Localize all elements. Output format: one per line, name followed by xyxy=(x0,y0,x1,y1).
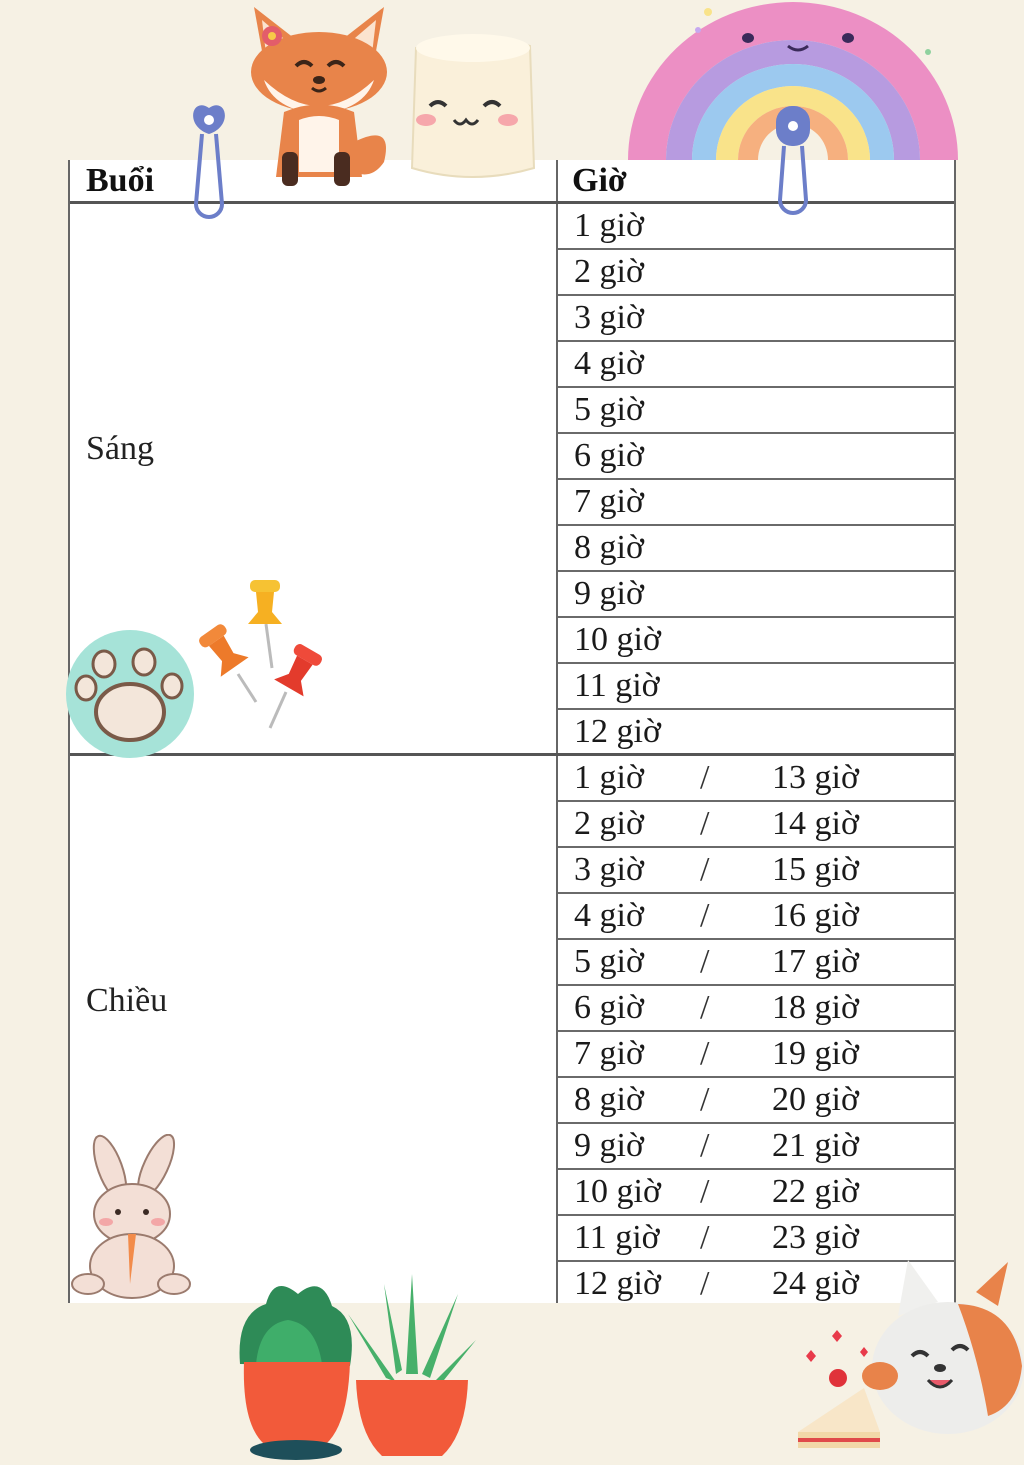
paw-sticker xyxy=(64,628,198,760)
table-row xyxy=(558,342,956,388)
hour-cell: 11 giờ xyxy=(574,667,660,704)
table-row xyxy=(558,250,956,296)
hour-12h-cell: 10 giờ xyxy=(574,1173,661,1210)
table-row xyxy=(558,434,956,480)
table-row xyxy=(558,940,956,986)
push-pin-icon xyxy=(194,580,330,730)
table-row xyxy=(558,296,956,342)
hour-24h-cell: 18 giờ xyxy=(772,989,859,1026)
hour-24h-cell: 17 giờ xyxy=(772,943,859,980)
table-row xyxy=(558,664,956,710)
cat-sticker xyxy=(788,1256,1024,1462)
hour-24h-cell: 19 giờ xyxy=(772,1035,859,1072)
table-row xyxy=(558,756,956,802)
hour-24h-cell: 15 giờ xyxy=(772,851,859,888)
hour-separator: / xyxy=(700,943,710,980)
hour-cell: 1 giờ xyxy=(574,207,644,244)
hour-separator: / xyxy=(700,1265,710,1302)
hour-separator: / xyxy=(700,851,710,888)
hours-table xyxy=(68,160,956,1303)
safety-pin-icon xyxy=(184,100,234,224)
hour-24h-cell: 21 giờ xyxy=(772,1127,859,1164)
hour-separator: / xyxy=(700,805,710,842)
hour-24h-cell: 24 giờ xyxy=(772,1265,859,1302)
hour-12h-cell: 8 giờ xyxy=(574,1081,644,1118)
table-row xyxy=(558,204,956,250)
hour-12h-cell: 9 giờ xyxy=(574,1127,644,1164)
hour-separator: / xyxy=(700,1127,710,1164)
table-row xyxy=(558,618,956,664)
table-row xyxy=(558,710,956,756)
hour-cell: 9 giờ xyxy=(574,575,644,612)
hour-cell: 6 giờ xyxy=(574,437,644,474)
hour-separator: / xyxy=(700,1081,710,1118)
table-row xyxy=(558,1170,956,1216)
table-row xyxy=(558,894,956,940)
hour-separator: / xyxy=(700,989,710,1026)
morning-label: Sáng xyxy=(86,430,154,467)
table-row xyxy=(558,986,956,1032)
hour-12h-cell: 11 giờ xyxy=(574,1219,660,1256)
hour-12h-cell: 4 giờ xyxy=(574,897,644,934)
table-row xyxy=(558,480,956,526)
hour-separator: / xyxy=(700,1173,710,1210)
hour-24h-cell: 16 giờ xyxy=(772,897,859,934)
afternoon-section xyxy=(70,756,954,1303)
hour-12h-cell: 1 giờ xyxy=(574,759,644,796)
hour-12h-cell: 12 giờ xyxy=(574,1265,661,1302)
hour-separator: / xyxy=(700,759,710,796)
hour-cell: 3 giờ xyxy=(574,299,644,336)
hour-24h-cell: 22 giờ xyxy=(772,1173,859,1210)
table-row xyxy=(558,802,956,848)
table-row xyxy=(558,526,956,572)
morning-hour-list xyxy=(558,204,956,756)
hour-cell: 8 giờ xyxy=(574,529,644,566)
table-row xyxy=(558,1124,956,1170)
bunny-sticker xyxy=(70,1134,192,1302)
safety-pin-icon xyxy=(770,104,816,220)
hour-separator: / xyxy=(700,1035,710,1072)
fox-sticker xyxy=(244,2,394,190)
hour-cell: 7 giờ xyxy=(574,483,644,520)
hour-12h-cell: 3 giờ xyxy=(574,851,644,888)
afternoon-hour-list xyxy=(558,756,956,1308)
potted-plant-sticker xyxy=(226,1274,478,1462)
table-row xyxy=(558,1032,956,1078)
hour-cell: 5 giờ xyxy=(574,391,644,428)
afternoon-label: Chiều xyxy=(86,982,168,1019)
table-row xyxy=(558,848,956,894)
hour-24h-cell: 23 giờ xyxy=(772,1219,859,1256)
table-row xyxy=(558,572,956,618)
hour-separator: / xyxy=(700,1219,710,1256)
hour-cell: 12 giờ xyxy=(574,713,661,750)
hour-cell: 4 giờ xyxy=(574,345,644,382)
hour-separator: / xyxy=(700,897,710,934)
hour-cell: 2 giờ xyxy=(574,253,644,290)
hour-12h-cell: 7 giờ xyxy=(574,1035,644,1072)
header-hour: Giờ xyxy=(572,162,627,199)
hour-24h-cell: 20 giờ xyxy=(772,1081,859,1118)
hour-12h-cell: 2 giờ xyxy=(574,805,644,842)
hour-24h-cell: 13 giờ xyxy=(772,759,859,796)
hour-12h-cell: 6 giờ xyxy=(574,989,644,1026)
header-session: Buổi xyxy=(86,162,155,199)
hour-cell: 10 giờ xyxy=(574,621,661,658)
table-row xyxy=(558,388,956,434)
hour-24h-cell: 14 giờ xyxy=(772,805,859,842)
hour-12h-cell: 5 giờ xyxy=(574,943,644,980)
marshmallow-sticker xyxy=(402,28,542,180)
table-row xyxy=(558,1078,956,1124)
